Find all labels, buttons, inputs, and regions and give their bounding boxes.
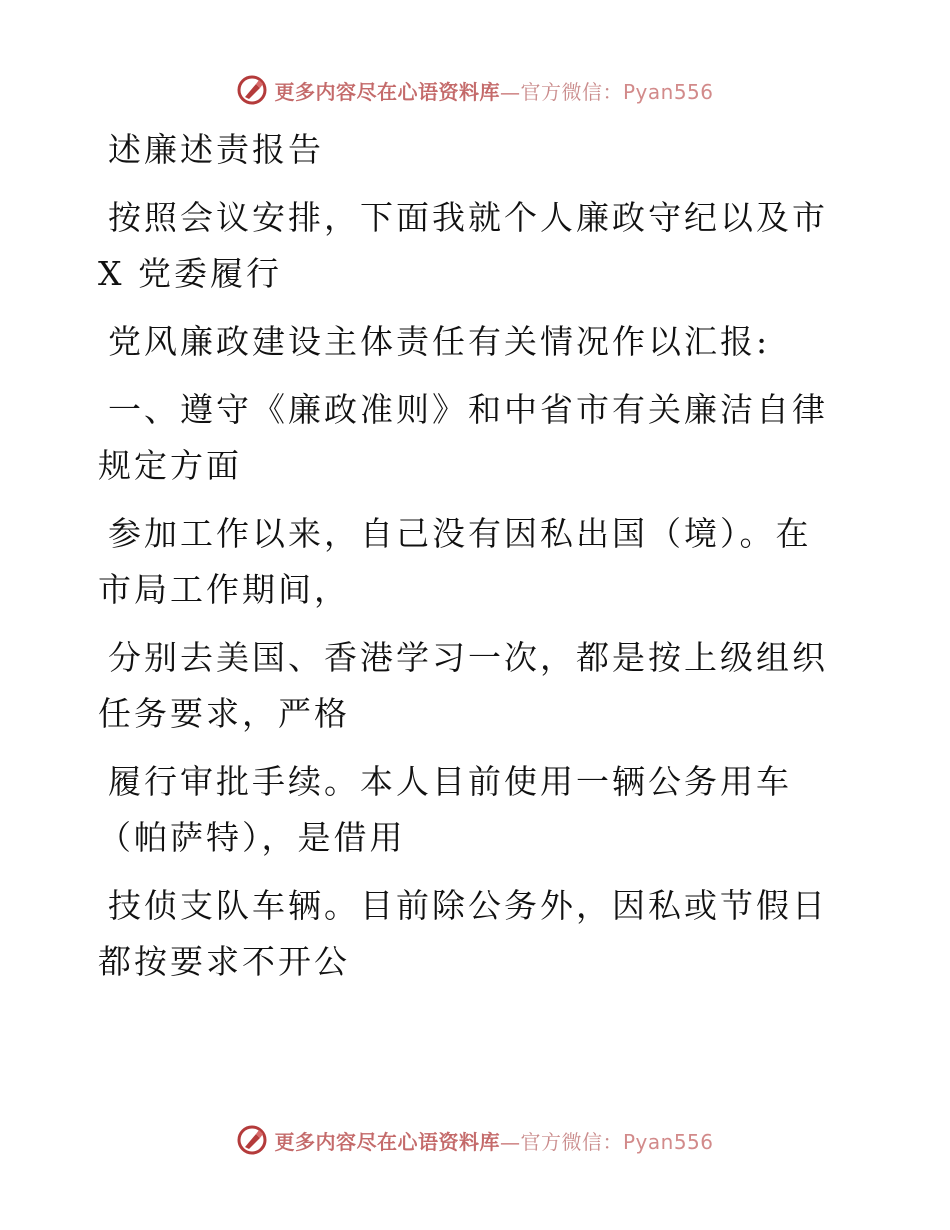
watermark-id: Pyan556	[622, 79, 714, 104]
pen-nib-logo-icon	[236, 1124, 268, 1156]
watermark-text	[274, 1126, 713, 1155]
header-watermark	[0, 70, 950, 110]
paragraph: 党风廉政建设主体责任有关情况作以汇报:	[108, 322, 771, 361]
watermark-brand: 更多内容尽在心语资料库	[274, 79, 500, 104]
watermark-label: 官方微信：	[520, 79, 623, 104]
watermark-text	[274, 76, 713, 105]
footer-watermark	[0, 1120, 950, 1160]
paragraph: 履行审批手续。本人目前使用一辆公务用车（帕萨特），是借用	[98, 762, 792, 857]
paragraph: 参加工作以来，自己没有因私出国（境）。在市局工作期间，	[98, 514, 812, 609]
pen-nib-logo-icon	[236, 74, 268, 106]
watermark-label: 官方微信：	[520, 1129, 623, 1154]
paragraph: 技侦支队车辆。目前除公务外，因私或节假日都按要求不开公	[98, 886, 828, 981]
watermark-separator: —	[499, 1129, 521, 1154]
watermark-separator: —	[499, 79, 521, 104]
watermark-brand: 更多内容尽在心语资料库	[274, 1129, 500, 1154]
document-body	[98, 122, 838, 1002]
document-title: 述廉述责报告	[108, 130, 324, 169]
paragraph: 按照会议安排，下面我就个人廉政守纪以及市 X 党委履行	[98, 198, 828, 293]
paragraph: 分别去美国、香港学习一次，都是按上级组织任务要求，严格	[98, 638, 828, 733]
section-heading: 一、遵守《廉政准则》和中省市有关廉洁自律规定方面	[98, 390, 828, 485]
watermark-id: Pyan556	[622, 1129, 714, 1154]
